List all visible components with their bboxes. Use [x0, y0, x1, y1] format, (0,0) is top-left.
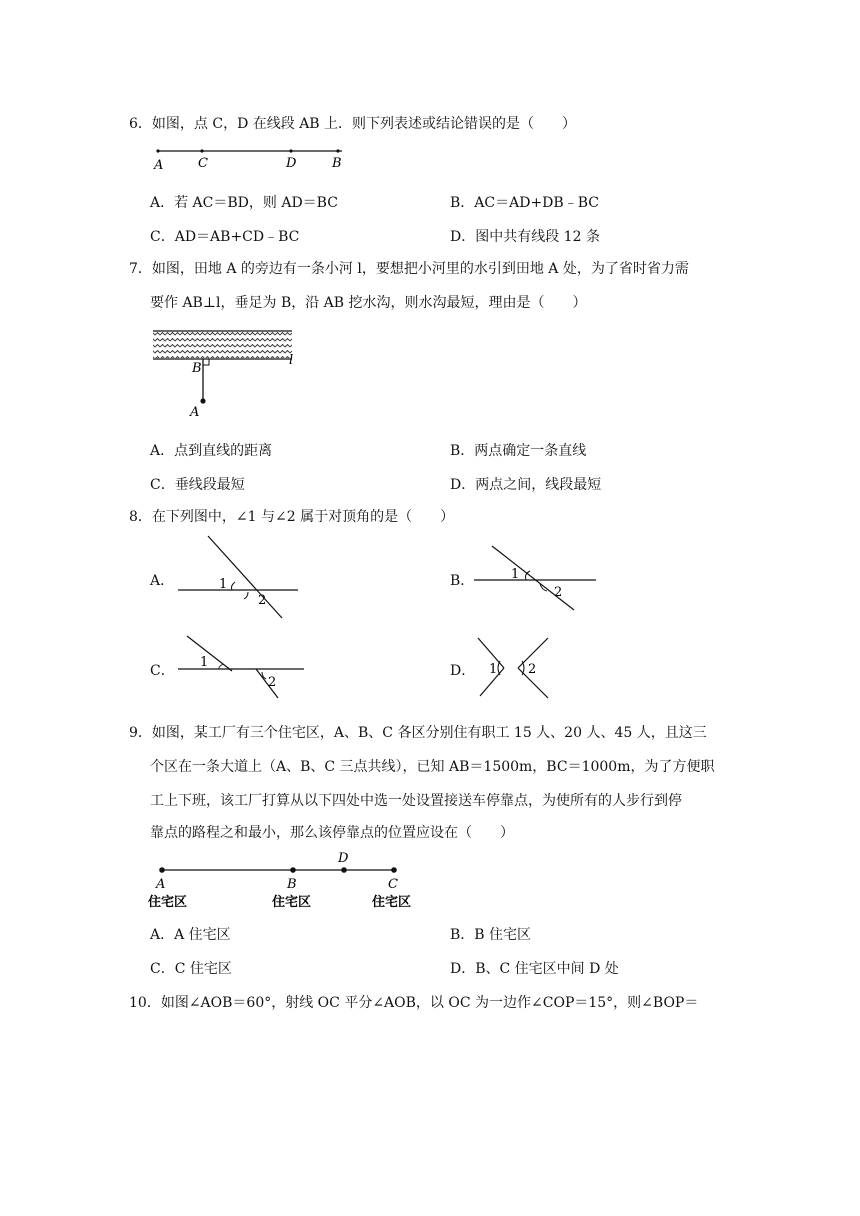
q7-option-d: D．两点之间，线段最短	[450, 477, 602, 493]
q8-figure-c	[178, 634, 308, 704]
q9-option-c: C．C 住宅区	[150, 961, 232, 977]
q8-option-b-letter: B．	[450, 573, 475, 589]
q6-label-b: B	[332, 156, 342, 171]
q9-option-d: D．B、C 住宅区中间 D 处	[450, 961, 619, 977]
q8-figure-d	[476, 636, 556, 700]
q9-label-a: A	[156, 877, 166, 892]
q6-label-d: D	[286, 156, 297, 171]
q7-stem-line1: 7．如图，田地 A 的旁边有一条小河 l，要想把小河里的水引到田地 A 处，为了省时省力需	[129, 261, 689, 277]
q8-option-c-letter: C．	[150, 663, 175, 679]
q9-label-c: C	[388, 877, 398, 892]
q9-area-a: 住宅区	[148, 895, 188, 910]
q9-stem-line1: 9．如图，某工厂有三个住宅区，A、B、C 各区分别住有职工 15 人、20 人、45 人，且这三	[129, 725, 707, 741]
q8-d-angle-2: 2	[528, 662, 537, 677]
q7-label-a: A	[190, 405, 200, 420]
q7-option-a: A．点到直线的距离	[150, 443, 273, 459]
q10-stem: 10．如图∠AOB＝60°，射线 OC 平分∠AOB，以 OC 为一边作∠COP＝15°，则∠BOP＝	[129, 995, 699, 1011]
q8-d-angle-1: 1	[489, 662, 498, 677]
q6-label-c: C	[198, 156, 208, 171]
q8-option-d-letter: D．	[450, 663, 476, 679]
q7-option-b: B．两点确定一条直线	[450, 443, 587, 459]
q7-figure	[150, 326, 300, 421]
q9-area-b: 住宅区	[272, 895, 312, 910]
q9-stem-line4: 靠点的路程之和最小，那么该停靠点的位置应设在（ ）	[150, 825, 514, 841]
q8-option-a-letter: A．	[150, 573, 175, 589]
q6-option-b: B．AC＝AD+DB﹣BC	[450, 195, 599, 211]
q6-label-a: A	[154, 158, 164, 173]
q8-b-angle-1: 1	[511, 567, 520, 582]
q8-figure-a	[178, 536, 308, 621]
q9-area-c: 住宅区	[372, 895, 412, 910]
q7-label-l: l	[289, 353, 294, 368]
q8-c-angle-2: 2	[268, 675, 277, 690]
q6-option-c: C．AD＝AB+CD﹣BC	[150, 229, 300, 245]
q9-figure	[148, 848, 428, 912]
q6-stem: 6．如图，点 C，D 在线段 AB 上．则下列表述或结论错误的是（ ）	[129, 116, 577, 132]
q9-label-b: B	[287, 877, 297, 892]
q7-label-b: B	[192, 361, 202, 376]
q9-label-d: D	[338, 851, 349, 866]
q7-option-c: C．垂线段最短	[150, 477, 245, 493]
q9-stem-line2: 个区在一条大道上（A、B、C 三点共线），已知 AB＝1500m，BC＝1000m，为了方便职	[150, 759, 715, 775]
q6-figure	[150, 143, 350, 173]
q8-c-angle-1: 1	[200, 655, 209, 670]
q8-figure-b	[474, 544, 604, 614]
q8-a-angle-1: 1	[219, 577, 228, 592]
q9-option-a: A．A 住宅区	[150, 927, 231, 943]
q8-b-angle-2: 2	[554, 585, 563, 600]
q8-stem: 8．在下列图中，∠1 与∠2 属于对顶角的是（ ）	[129, 509, 455, 525]
q9-option-b: B．B 住宅区	[450, 927, 532, 943]
q8-a-angle-2: 2	[258, 593, 267, 608]
q6-option-a: A．若 AC＝BD，则 AD＝BC	[150, 195, 338, 211]
q7-stem-line2: 要作 AB⊥l，垂足为 B，沿 AB 挖水沟，则水沟最短，理由是（ ）	[150, 295, 587, 311]
q6-option-d: D．图中共有线段 12 条	[450, 229, 600, 245]
q9-stem-line3: 工上下班，该工厂打算从以下四处中选一处设置接送车停靠点，为使所有的人步行到停	[150, 793, 682, 809]
